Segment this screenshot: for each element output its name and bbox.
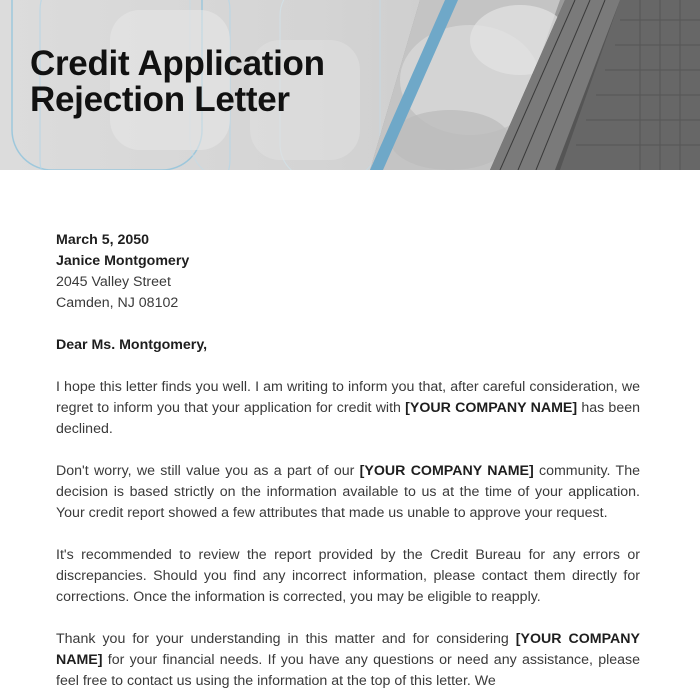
paragraph-1-text-after: has been declined. xyxy=(56,400,640,437)
address-line-1: 2045 Valley Street xyxy=(56,274,171,290)
address-line-2: Camden, NJ 08102 xyxy=(56,295,179,311)
company-name-placeholder: [YOUR COMPANY NAME] xyxy=(359,463,534,479)
paragraph-3-text: It's recommended to review the report provided by the Credit Bureau for any errors or discrepancies. Should you find any incorrect information, please contact them directly for corrections. Once the information is corrected, you may be eligible to reapply. xyxy=(56,547,640,605)
title-line-2: Rejection Letter xyxy=(30,80,290,119)
paragraph-1 xyxy=(56,377,640,440)
recipient-name: Janice Montgomery xyxy=(56,253,190,269)
company-name-placeholder: [YOUR COMPANY NAME] xyxy=(56,631,640,668)
header-banner xyxy=(0,0,700,170)
paragraph-1-text: I hope this letter finds you well. I am writing to inform you that, after careful consideration, we regret to inform you that your application for credit with xyxy=(56,379,640,416)
paragraph-4-text-after: for your financial needs. If you have any questions or need any assistance, please feel free to contact us using the information at the top of this letter. We xyxy=(56,652,640,689)
page-title xyxy=(30,46,325,118)
paragraph-2-text: Don't worry, we still value you as a part of our xyxy=(56,463,360,479)
letter-body xyxy=(56,230,640,692)
paragraph-3 xyxy=(56,545,640,608)
paragraph-2 xyxy=(56,461,640,524)
paragraph-4-text: Thank you for your understanding in this matter and for considering xyxy=(56,631,516,647)
title-line-1: Credit Application xyxy=(30,44,325,83)
salutation: Dear Ms. Montgomery, xyxy=(56,337,208,353)
letter-date: March 5, 2050 xyxy=(56,232,150,248)
company-name-placeholder: [YOUR COMPANY NAME] xyxy=(405,400,578,416)
paragraph-4 xyxy=(56,629,640,692)
paragraph-2-text-after: community. The decision is based strictly on the information available to us at the time of your application. Your credit report showed a few attributes that made us unable to approve your request. xyxy=(56,463,640,521)
